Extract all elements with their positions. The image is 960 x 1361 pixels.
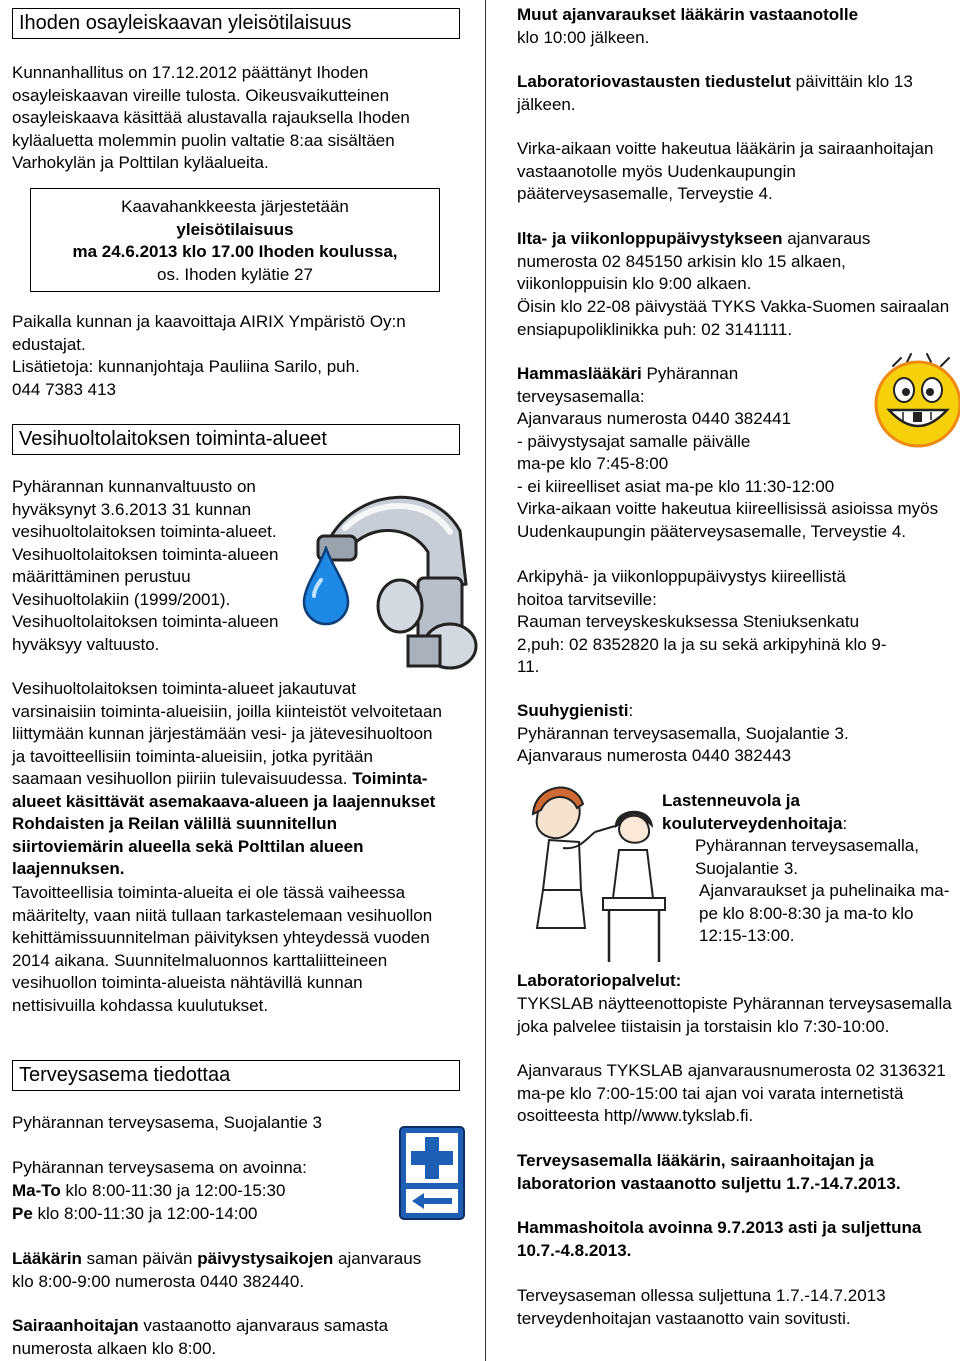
hours-pe-value: klo 8:00-11:30 ja 12:00-14:00 bbox=[32, 1204, 258, 1223]
paragraph-sairaanhoitajan bbox=[12, 1315, 444, 1360]
paragraph-muut-ajanvaraukset bbox=[517, 4, 955, 49]
paragraph-valtuusto: Pyhärannan kunnanvaltuusto on hyväksynyt 3.6.2013 31 kunnan vesihuoltolaitoksen toiminta-alueet. Vesihuoltolaitoksen toiminta-alueen määrittäminen perustuu Vesihuoltolakiin (1999/2001). Vesihuoltolaitoksen toiminta-alueen hyväksyy valtuusto. bbox=[12, 477, 279, 654]
paragraph-hammaslaakari bbox=[517, 363, 845, 408]
paragraph-suuhygienisti bbox=[517, 700, 955, 723]
paragraph-lisatietoja: Lisätietoja: kunnanjohtaja Pauliina Sarilo, puh. 044 7383 413 bbox=[12, 357, 360, 399]
paragraph-ilta bbox=[517, 228, 955, 296]
text-laakarin-1: saman päivän bbox=[81, 1249, 198, 1268]
paragraph-virka-aikaan: Virka-aikaan voitte hakeutua lääkärin ja sairaanhoitajan vastaanotolle myös Uudenkaupungin pääterveysasemalle, Terveystie 4. bbox=[517, 139, 934, 203]
paragraph-laakarin bbox=[12, 1248, 444, 1293]
smiley-missing-tooth-icon bbox=[873, 352, 960, 452]
text-sairaanhoitajan: Sairaanhoitajan bbox=[12, 1316, 139, 1335]
dent-line-4: ma-pe klo 7:45-8:00 bbox=[517, 454, 669, 473]
hours-ma-to-value: klo 8:00-11:30 ja 12:00-15:30 bbox=[60, 1181, 286, 1200]
hyg-line-1: Pyhärannan terveysasemalla, Suojalantie 3. bbox=[517, 724, 849, 743]
heading-vesihuolto: Vesihuoltolaitoksen toiminta-alueet bbox=[12, 424, 460, 455]
text-paivystysaikojen: päivystysaikojen bbox=[197, 1249, 334, 1268]
text-laboratoriovastausten-1: päivittäin klo 13 jälkeen. bbox=[517, 72, 913, 114]
closed-line-3: Terveysaseman ollessa suljettuna 1.7.-14.7.2013 terveydenhoitajan vastaanotto vain sovitusti. bbox=[517, 1286, 886, 1328]
paragraph-toiminta-alueet bbox=[12, 678, 444, 881]
event-line-1: Kaavahankkeesta järjestetään bbox=[121, 197, 349, 216]
text-muut-ajanvaraukset: Muut ajanvaraukset lääkärin vastaanotolle bbox=[517, 5, 859, 24]
text-ilta: Ilta- ja viikonloppupäivystykseen bbox=[517, 229, 783, 248]
hours-pe-label: Pe bbox=[12, 1204, 33, 1223]
paragraph-oisin: Öisin klo 22-08 päivystää TYKS Vakka-Suomen sairaalan ensiapupoliklinikka puh: 02 3141111. bbox=[517, 297, 950, 339]
paragraph-tavoitteellisia: Tavoitteellisia toiminta-alueita ei ole tässä vaiheessa määritelty, vaan niitä tullaan tarkastelemaan vesihuollon kehittämissuunnitelman päivityksen yhteydessä vuoden 2014 aikana. Suunnitelmaluonnos karttaliitteineen vesihuollon toiminta-alueista nähtävillä kunnan nettisivuilla kohdassa kuulutukset. bbox=[12, 883, 433, 1015]
lab-line-1: TYKSLAB näytteenottopiste Pyhärannan terveysasemalla joka palvelee tiistaisin ja torstaisin klo 7:30-10:00. bbox=[517, 994, 952, 1036]
heading-terveysasema: Terveysasema tiedottaa bbox=[12, 1060, 460, 1091]
child-line-1: Pyhärannan terveysasemalla, Suojalantie 3. bbox=[695, 836, 919, 878]
text-klo-10: klo 10:00 jälkeen. bbox=[517, 27, 650, 47]
text-hammaslaakari-1: Pyhärannan terveysasemalla: bbox=[517, 364, 739, 406]
hours-ma-to-label: Ma-To bbox=[12, 1181, 61, 1200]
event-line-3: ma 24.6.2013 klo 17.00 Ihoden koulussa, bbox=[72, 242, 398, 261]
dent-line-6: Virka-aikaan voitte hakeutua kiireellisissä asioissa myös Uudenkaupungin pääterveysasemalle, Terveystie 4. bbox=[517, 499, 939, 541]
text-lastenneuvola: Lastenneuvola ja kouluterveydenhoitaja bbox=[662, 791, 843, 833]
text-suuhygienisti: Suuhygienisti bbox=[517, 701, 629, 720]
closed-line-2: Hammashoitola avoinna 9.7.2013 asti ja suljettuna 10.7.-4.8.2013. bbox=[517, 1218, 922, 1260]
paragraph-kunnanhallitus: Kunnanhallitus on 17.12.2012 päättänyt Ihoden osayleiskaavan vireille tulosta. Oikeusvaikutteinen osayleiskaava käsittää alustavalla rajauksella Ihoden kyläaluetta molemmin puolin valtatie 8:aa sisältäen Varhokylän ja Polttilan kyläalueita. bbox=[12, 63, 410, 172]
paragraph-lastenneuvola bbox=[662, 790, 955, 835]
text-hammaslaakari: Hammaslääkäri bbox=[517, 364, 642, 383]
paragraph-osoite: Pyhärannan terveysasema, Suojalantie 3 bbox=[12, 1113, 322, 1132]
text-ilta-1: ajanvaraus numerosta 02 845150 arkisin klo 15 alkaen, viikonloppuisin klo 9:00 alkaen. bbox=[517, 229, 871, 293]
paragraph-laboratoriovastausten bbox=[517, 71, 955, 116]
dent-line-2: Ajanvaraus numerosta 0440 382441 bbox=[517, 409, 792, 428]
paragraph-paikalla: Paikalla kunnan ja kaavoittaja AIRIX Ympäristö Oy:n edustajat. bbox=[12, 312, 406, 354]
event-box bbox=[30, 188, 440, 292]
text-toiminta-alueet: Vesihuoltolaitoksen toiminta-alueet jakautuvat varsinaisiin toiminta-alueisiin, joilla kiinteistöt velvoitetaan liittymään kunnan järjestämään vesi- ja jätevesihuoltoon ja tavoitteellisiin toiminta-alueisiin, jotka pyritään saamaan vesihuollon piiriin tulevaisuudessa. bbox=[12, 679, 442, 788]
dent-line-8: Rauman terveyskeskuksessa Steniuksenkatu 2,puh: 02 8352820 la ja su sekä arkipyhinä klo 9-11. bbox=[517, 612, 887, 676]
event-line-4: os. Ihoden kylätie 27 bbox=[157, 264, 313, 284]
closed-line-1: Terveysasemalla lääkärin, sairaanhoitajan ja laboratorion vastaanotto suljettu 1.7.-14.7.2013. bbox=[517, 1151, 901, 1193]
nurse-child-illustration bbox=[519, 778, 669, 964]
text-laakarin: Lääkärin bbox=[12, 1249, 82, 1268]
text-suuhygienisti-colon: : bbox=[628, 701, 634, 720]
text-laakarin-2: ajanvaraus klo 8:00-9:00 numerosta 0440 382440. bbox=[12, 1249, 422, 1291]
dent-line-5: - ei kiireelliset asiat ma-pe klo 11:30-12:00 bbox=[517, 477, 835, 496]
health-station-sign-icon bbox=[398, 1125, 466, 1221]
text-sairaanhoitajan-1: vastaanotto ajanvaraus samasta numerosta alkaen klo 8:00. bbox=[12, 1316, 389, 1358]
heading-laboratoriopalvelut: Laboratoriopalvelut: bbox=[517, 971, 682, 990]
hyg-line-2: Ajanvaraus numerosta 0440 382443 bbox=[517, 746, 792, 765]
child-line-2: Ajanvaraukset ja puhelinaika ma-pe klo 8:00-8:30 ja ma-to klo 12:15-13:00. bbox=[699, 881, 950, 945]
event-line-2: yleisötilaisuus bbox=[176, 219, 294, 239]
text-lastenneuvola-colon: : bbox=[842, 813, 848, 833]
heading-osayleiskaava: Ihoden osayleiskaavan yleisötilaisuus bbox=[12, 8, 460, 39]
lab-line-2: Ajanvaraus TYKSLAB ajanvarausnumerosta 02 3136321 ma-pe klo 7:00-15:00 tai ajan voi varata internetistä osoitteesta http//www.tykslab.fi. bbox=[517, 1061, 946, 1125]
paragraph-avoinna: Pyhärannan terveysasema on avoinna: bbox=[12, 1158, 307, 1177]
hours-pe bbox=[12, 1203, 464, 1226]
dent-line-3: - päivystysajat samalle päivälle bbox=[517, 432, 751, 451]
column-divider bbox=[485, 0, 486, 1361]
text-laboratoriovastausten: Laboratoriovastausten tiedustelut bbox=[517, 72, 791, 91]
water-drop-icon bbox=[302, 546, 350, 628]
text-toiminta-alueet-bold: Toiminta-alueet käsittävät asemakaava-alueen ja laajennukset Rohdaisten ja Reilan välillä suunnitellun siirtoviemärin alueella sekä Polttilan alueen laajennuksen. bbox=[12, 769, 436, 878]
dent-line-7: Arkipyhä- ja viikonloppupäivystys kiireellistä hoitoa tarvitseville: bbox=[517, 567, 846, 609]
hours-ma-to bbox=[12, 1180, 464, 1203]
